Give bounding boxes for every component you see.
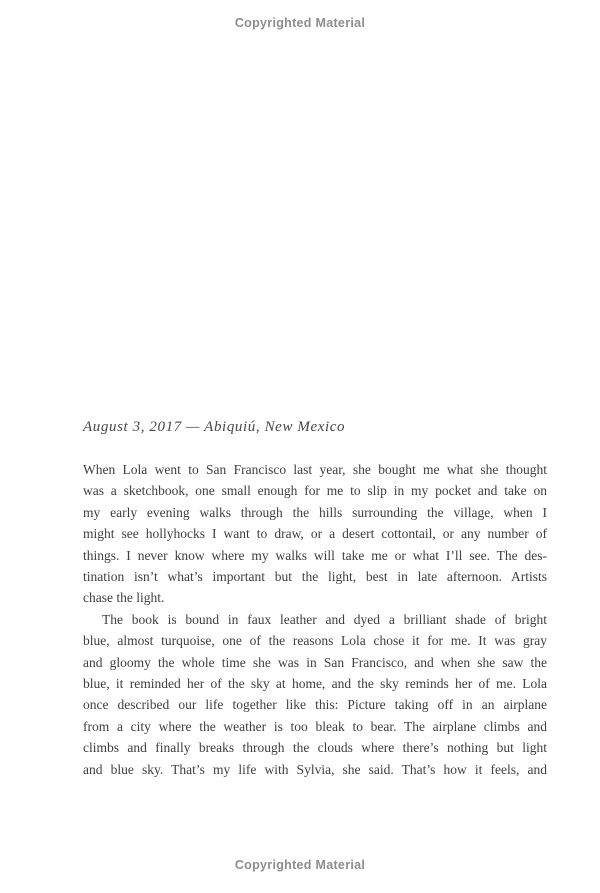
copyright-notice-top: Copyrighted Material [234,16,366,30]
text-line: chase the light. [83,590,165,606]
text-line: blue, almost turquoise, one of the reasons Lola chose it for me. It was gray [83,633,547,649]
text-line: tination isn’t what’s important but the light, best in late afternoon. Artists [83,569,547,585]
text-line: and blue sky. That’s my life with Sylvia, she said. That’s how it feels, and [83,761,547,777]
copyright-notice-bottom: Copyrighted Material [234,858,366,872]
text-line: things. I never know where my walks will take me or what I’ll see. The des- [83,547,547,563]
text-line: might see hollyhocks I want to draw, or a desert cottontail, or any number of [83,526,547,542]
entry-dateline: August 3, 2017 — Abiquiú, New Mexico [83,419,346,435]
text-line: The book is bound in faux leather and dyed a brilliant shade of bright [102,611,547,627]
text-line: once described our life together like this: Picture taking off in an airplane [83,697,547,713]
text-line: my early evening walks through the hills surrounding the village, when I [83,504,547,520]
text-line: climbs and finally breaks through the clouds where there’s nothing but light [83,740,547,756]
entry-body [83,459,547,780]
text-line: and gloomy the whole time she was in San Francisco, and when she saw the [83,654,547,670]
text-line: from a city where the weather is too bleak to bear. The airplane climbs and [83,718,547,734]
text-line: was a sketchbook, one small enough for me to slip in my pocket and take on [83,483,547,499]
text-line: blue, it reminded her of the sky at home, and the sky reminds her of me. Lola [83,676,547,692]
text-line: When Lola went to San Francisco last year, she bought me what she thought [83,462,547,477]
